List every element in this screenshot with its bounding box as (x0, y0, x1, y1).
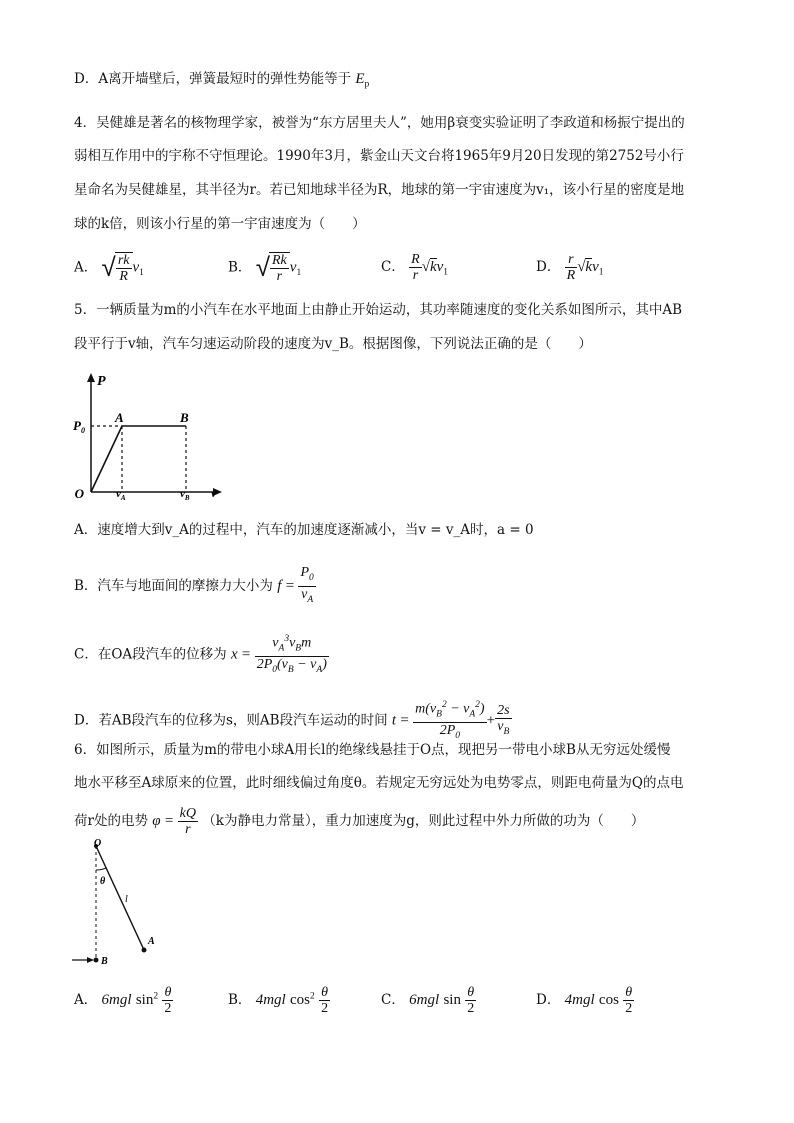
q6-line-2: 地水平移至A球原来的位置，此时细线偏过角度θ。若规定无穷远处为电势零点，则距电荷量为Q的点电 (74, 775, 684, 791)
q6-potential-formula: $\frac{kQ}{r}$ (179, 806, 196, 837)
graph-point-b: B (180, 410, 189, 425)
figure-o-label: O (94, 838, 102, 849)
q4-option-b[interactable]: B． √ $\frac{Rk}{r}$ $v_1$ (228, 253, 302, 284)
radical-sign: √ (101, 253, 116, 283)
q6-line-3-start: 荷r处的电势 (74, 813, 148, 829)
q5-option-b[interactable]: B．汽车与地面间的摩擦力大小为 f = $\frac{P_0}{v_A}$ (74, 565, 316, 608)
q5-option-d-formula: $\frac{m(v_B^2 - v_A^2)}{2P_0}$ (415, 700, 485, 742)
q5-option-c-label: C．在OA段汽车的位移为 (74, 646, 227, 663)
q5-option-a[interactable]: A．速度增大到v_A的过程中，汽车的加速度逐渐减小，当v = v_A时，a = 0 (74, 522, 534, 538)
q4-line-2: 弱相互作用中的宇称不守恒理论。1990年3月，紫金山天文台将1965年9月20日发现的第2752号小行 (74, 148, 684, 164)
q5-line-2: 段平行于v轴，汽车匀速运动阶段的速度为v_B。根据图像，下列说法正确的是（ ） (74, 336, 592, 352)
q5-option-d[interactable]: D．若AB段汽车的位移为s，则AB段汽车运动的时间 t = $\frac{m(v_B^2 - v_A^2)}{2P_0}$ + $\frac{2s}{v_B}$ (74, 698, 512, 744)
q6-line-1: 6．如图所示，质量为m的带电小球A用长l的绝缘线悬挂于O点，现把另一带电小球B从无穷远处缓慢 (74, 742, 671, 758)
q4-line-4: 球的k倍，则该小行星的第一宇宙速度为（ ） (74, 216, 366, 232)
q5-option-b-formula: $\frac{P_0}{v_A}$ (300, 565, 314, 605)
graph-p0-label: $P_0$ (73, 418, 85, 435)
q4-option-a[interactable]: A． √ $\frac{rk}{R}$ $v_1$ (74, 253, 144, 284)
q6-option-d[interactable]: D． 4mgl cos $\frac{\theta}{2}$ (536, 985, 633, 1016)
q5-option-b-label: B．汽车与地面间的摩擦力大小为 (74, 577, 273, 594)
q6-line-3-end: （k为静电力常量），重力加速度为g，则此过程中外力所做的功为（ ） (202, 813, 645, 829)
q5-option-c-formula: $\frac{v_A^3v_Bm}{2P_0(v_B - v_A)}$ (256, 634, 327, 676)
q6-option-c[interactable]: C． 6mgl sin $\frac{\theta}{2}$ (381, 985, 475, 1016)
graph-vb-label: $v_B$ (180, 488, 190, 502)
q4-option-c-formula: $\frac{R}{r}$ (411, 252, 420, 283)
figure-a-label: A (148, 936, 155, 947)
q4-option-b-label: B． (228, 259, 252, 276)
q4-option-c[interactable]: C． $\frac{R}{r}$ $√kv_1$ (381, 252, 449, 283)
energy-sub: p (364, 79, 370, 90)
q4-option-d[interactable]: D． $\frac{r}{R}$ $√kv_1$ (536, 252, 604, 283)
q6-option-b[interactable]: B． 4mgl $\cos^2$ $\frac{\theta}{2}$ (228, 985, 329, 1016)
q4-option-d-formula: $\frac{r}{R}$ (566, 252, 576, 283)
q6-option-a[interactable]: A． 6mgl $\sin^2$ $\frac{\theta}{2}$ (74, 985, 172, 1016)
figure-theta-label: θ (100, 876, 106, 887)
graph-y-label: P (97, 374, 106, 389)
q4-line-1: 4．吴健雄是著名的核物理学家，被誉为“东方居里夫人”，她用β衰变实验证明了李政道和杨振宁提出的 (74, 115, 685, 131)
power-velocity-graph (70, 370, 230, 505)
q4-option-a-formula: $\frac{rk}{R}$ (115, 252, 133, 284)
q5-line-1: 5．一辆质量为m的小汽车在水平地面上由静止开始运动，其功率随速度的变化关系如图所示，其中AB (74, 302, 683, 318)
figure-l-label: l (125, 894, 128, 905)
q3-option-d-text: D．A离开墙壁后，弹簧最短时的弹性势能等于 (74, 71, 352, 87)
graph-origin-label: O (74, 486, 84, 501)
q6-option-d-label: D． (536, 992, 561, 1008)
q6-option-b-label: B． (228, 992, 252, 1008)
q4-option-d-label: D． (536, 259, 561, 275)
graph-va-label: $v_A$ (116, 488, 126, 502)
q5-option-c[interactable]: C．在OA段汽车的位移为 x = $\frac{v_A^3v_Bm}{2P_0(v_B - v_A)}$ (74, 632, 329, 678)
q4-option-b-formula: $\frac{Rk}{r}$ (269, 252, 290, 284)
energy-symbol: E (355, 71, 365, 87)
q4-option-a-label: A． (74, 259, 98, 276)
pendulum-figure (70, 838, 180, 973)
graph-x-label: v (211, 486, 217, 500)
q3-option-d (74, 69, 369, 95)
q6-option-a-label: A． (74, 992, 98, 1008)
q6-option-c-label: C． (381, 992, 405, 1008)
q4-line-3: 星命名为吴健雄星，其半径为r。若已知地球半径为R，地球的第一宇宙速度为v₁，该小行星的密度是地 (74, 182, 685, 198)
radical-sign: √ (255, 253, 270, 283)
q4-option-c-label: C． (381, 259, 405, 275)
graph-point-a: A (115, 410, 124, 425)
q5-option-d-label: D．若AB段汽车的位移为s，则AB段汽车运动的时间 (74, 712, 388, 729)
figure-b-label: B (101, 956, 108, 967)
q6-line-3: 荷r处的电势 φ = $\frac{kQ}{r}$ （k为静电力常量），重力加速度为g，则此过程中外力所做的功为（ ） (74, 806, 645, 837)
